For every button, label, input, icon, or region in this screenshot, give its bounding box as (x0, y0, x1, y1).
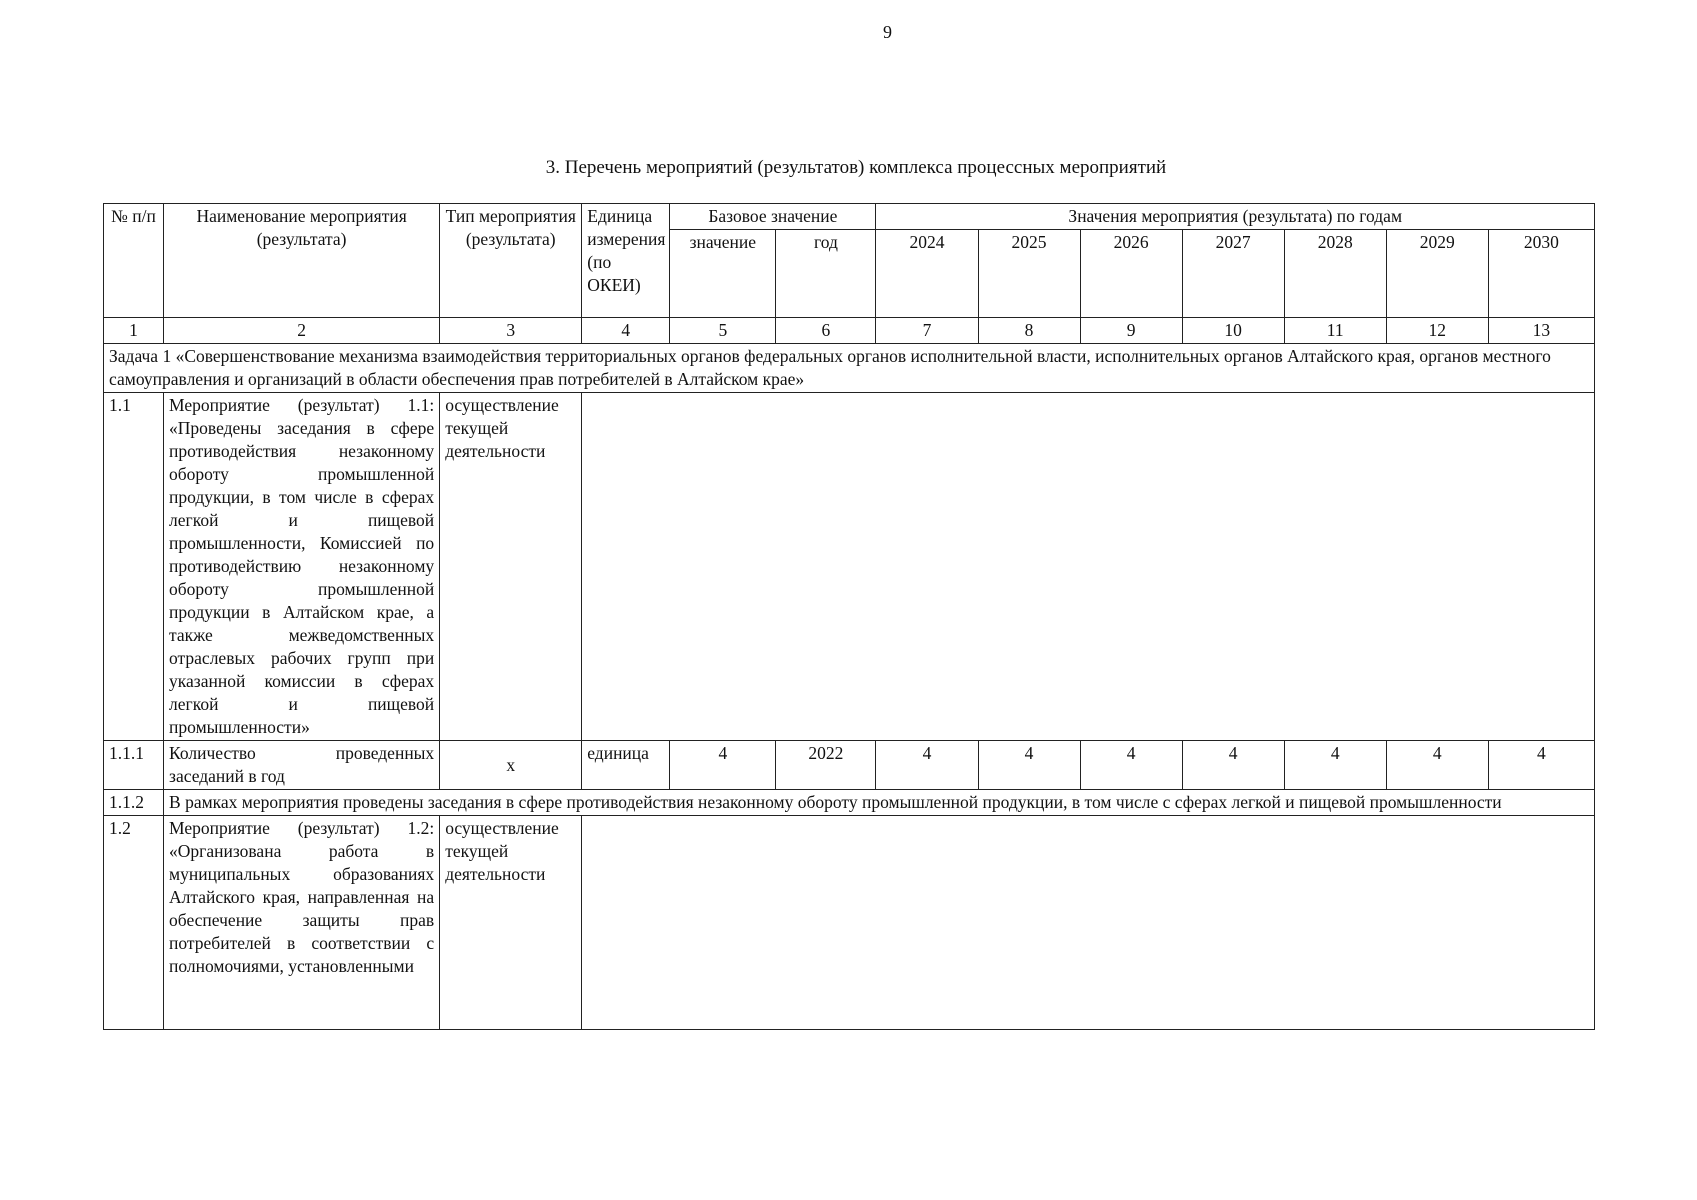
row-number: 1.1 (104, 393, 164, 741)
activity-type: осуществление текущей деятельности (440, 393, 582, 741)
column-number: 2 (164, 318, 440, 344)
activities-table (103, 203, 1595, 1030)
table-row-1-1-2 (104, 790, 1595, 816)
header-row-1 (104, 204, 1595, 230)
column-number: 10 (1182, 318, 1284, 344)
header-type: Тип мероприятия (результата) (440, 204, 582, 318)
column-number: 4 (582, 318, 670, 344)
header-year: 2026 (1080, 230, 1182, 318)
column-number: 6 (776, 318, 876, 344)
header-unit: Единица измерения (по ОКЕИ) (582, 204, 670, 318)
page-number: 9 (883, 22, 892, 42)
row-number: 1.1.2 (104, 790, 164, 816)
column-number: 1 (104, 318, 164, 344)
base-value: 4 (670, 741, 776, 790)
activity-name: Мероприятие (результат) 1.1: «Проведены заседания в сфере противодействия незаконному обороту промышленной продукции, в том числе в сферах легкой и пищевой промышленности, Комиссией по противодействию незаконному обороту промышленной продукции в Алтайском крае, а также межведомственных отраслевых рабочих групп при указанной комиссии в сферах легкой и пищевой промышленности» (164, 393, 440, 741)
table-row-1-1 (104, 393, 1595, 741)
column-number: 3 (440, 318, 582, 344)
header-num: № п/п (104, 204, 164, 318)
table-row-1-1-1 (104, 741, 1595, 790)
header-year: 2025 (978, 230, 1080, 318)
indicator-unit: единица (582, 741, 670, 790)
column-number: 9 (1080, 318, 1182, 344)
header-name: Наименование мероприятия (результата) (164, 204, 440, 318)
task-row (104, 344, 1595, 393)
header-year: 2027 (1182, 230, 1284, 318)
column-number: 12 (1386, 318, 1488, 344)
year-value: 4 (1182, 741, 1284, 790)
year-value: 4 (1488, 741, 1594, 790)
header-base: Базовое значение (670, 204, 876, 230)
row-description: В рамках мероприятия проведены заседания в сфере противодействия незаконному обороту промышленной продукции, в том числе с сферах легкой и пищевой промышленности (164, 790, 1595, 816)
header-year: 2024 (876, 230, 978, 318)
document-title: 3. Перечень мероприятий (результатов) комплекса процессных мероприятий (545, 157, 1167, 178)
activity-type: осуществление текущей деятельности (440, 816, 582, 1030)
year-value: 4 (1386, 741, 1488, 790)
column-numbers-row (104, 318, 1595, 344)
column-number: 13 (1488, 318, 1594, 344)
column-number: 8 (978, 318, 1080, 344)
table-row-1-2 (104, 816, 1595, 1030)
header-year: 2028 (1284, 230, 1386, 318)
column-number: 7 (876, 318, 978, 344)
header-base-value: значение (670, 230, 776, 318)
row-number: 1.1.1 (104, 741, 164, 790)
task-1-text: Задача 1 «Совершенствование механизма взаимодействия территориальных органов федеральных органов исполнительной власти, исполнительных органов Алтайского края, органов местного самоуправления и организаций в области обеспечения прав потребителей в Алтайском крае» (104, 344, 1595, 393)
activity-name: Мероприятие (результат) 1.2: «Организована работа в муниципальных образованиях Алтайского края, направленная на обеспечение защиты прав потребителей в соответствии с полномочиями, установленными (164, 816, 440, 1030)
year-value: 4 (978, 741, 1080, 790)
header-by-years: Значения мероприятия (результата) по годам (876, 204, 1595, 230)
year-value: 4 (1284, 741, 1386, 790)
empty-merged-cell (582, 816, 1595, 1030)
column-number: 11 (1284, 318, 1386, 344)
header-year: 2029 (1386, 230, 1488, 318)
header-year: 2030 (1488, 230, 1594, 318)
empty-merged-cell (582, 393, 1595, 741)
year-value: 4 (876, 741, 978, 790)
indicator-type: x (440, 741, 582, 790)
base-year: 2022 (776, 741, 876, 790)
indicator-name: Количество проведенных заседаний в год (164, 741, 440, 790)
header-base-year: год (776, 230, 876, 318)
column-number: 5 (670, 318, 776, 344)
year-value: 4 (1080, 741, 1182, 790)
row-number: 1.2 (104, 816, 164, 1030)
